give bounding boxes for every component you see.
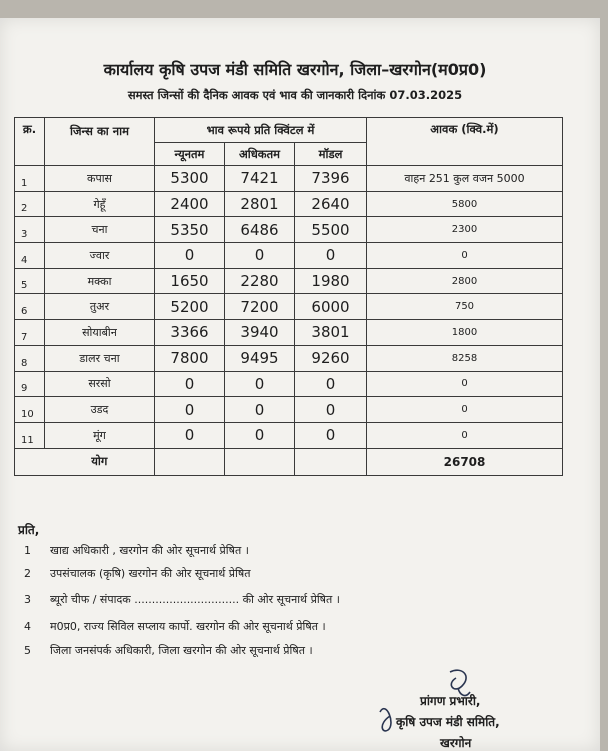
signature-office: कृषि उपज मंडी समिति, (396, 715, 500, 729)
total-label: योग (45, 448, 155, 475)
row-commodity: ज्वार (45, 243, 155, 269)
row-sn: 1 (15, 166, 45, 192)
row-min-price: 0 (155, 422, 225, 448)
distribution-item: 1 खाद्य अधिकारी , खरगोन की ओर सूचनार्थ प्रेषित । (24, 544, 249, 557)
row-sn: 6 (15, 294, 45, 320)
row-model-price: 0 (295, 243, 367, 269)
row-commodity: चना (45, 217, 155, 243)
row-model-price: 3801 (295, 320, 367, 346)
table-row (15, 268, 563, 294)
row-sn: 7 (15, 320, 45, 346)
row-min-price: 1650 (155, 268, 225, 294)
row-arrival: 0 (367, 397, 563, 423)
row-model-price: 0 (295, 422, 367, 448)
distribution-item: 3 ब्यूरो चीफ / संपादक .............................. की ओर सूचनार्थ प्रेषित । (24, 593, 340, 606)
table-row (15, 397, 563, 423)
row-sn: 8 (15, 345, 45, 371)
row-model-price: 5500 (295, 217, 367, 243)
row-commodity: डालर चना (45, 345, 155, 371)
table-row (15, 294, 563, 320)
row-sn: 5 (15, 268, 45, 294)
distribution-item: 5 जिला जनसंपर्क अधिकारी, जिला खरगोन की ओर सूचनार्थ प्रेषित । (24, 644, 313, 657)
row-max-price: 2280 (225, 268, 295, 294)
table-row (15, 371, 563, 397)
row-max-price: 2801 (225, 191, 295, 217)
header-sn: क्र. (15, 118, 45, 166)
row-sn: 11 (15, 422, 45, 448)
header-min: न्यूनतम (155, 143, 225, 166)
row-commodity: गेहूँ (45, 191, 155, 217)
table-row (15, 422, 563, 448)
row-commodity: कपास (45, 166, 155, 192)
row-model-price: 1980 (295, 268, 367, 294)
distribution-item: 4 म0प्र0, राज्य सिविल सप्लाय कार्पो. खरगोन की ओर सूचनार्थ प्रेषित । (24, 620, 326, 633)
header-commodity: जिन्स का नाम (45, 118, 155, 166)
row-commodity: सरसो (45, 371, 155, 397)
row-model-price: 7396 (295, 166, 367, 192)
distribution-heading: प्रति, (18, 523, 40, 537)
table-row (15, 217, 563, 243)
row-min-price: 5350 (155, 217, 225, 243)
row-commodity: सोयाबीन (45, 320, 155, 346)
row-min-price: 3366 (155, 320, 225, 346)
total-row (15, 448, 563, 475)
row-max-price: 7200 (225, 294, 295, 320)
signature-place: खरगोन (440, 736, 472, 750)
row-arrival: 0 (367, 243, 563, 269)
row-max-price: 0 (225, 371, 295, 397)
row-arrival: 0 (367, 371, 563, 397)
row-arrival: 1800 (367, 320, 563, 346)
row-max-price: 7421 (225, 166, 295, 192)
row-arrival: वाहन 251 कुल वजन 5000 (367, 166, 563, 192)
header-max: अधिकतम (225, 143, 295, 166)
row-arrival: 5800 (367, 191, 563, 217)
row-model-price: 0 (295, 371, 367, 397)
row-arrival: 2300 (367, 217, 563, 243)
row-max-price: 6486 (225, 217, 295, 243)
row-sn: 10 (15, 397, 45, 423)
table-row (15, 320, 563, 346)
row-max-price: 3940 (225, 320, 295, 346)
document-title: कार्यालय कृषि उपज मंडी समिति खरगोन, जिला–खरगोन(म0प्र0) (103, 60, 487, 79)
total-value: 26708 (367, 448, 563, 475)
row-sn: 3 (15, 217, 45, 243)
row-commodity: मक्का (45, 268, 155, 294)
row-min-price: 2400 (155, 191, 225, 217)
row-commodity: तुअर (45, 294, 155, 320)
header-model: मॉडल (295, 143, 367, 166)
row-arrival: 8258 (367, 345, 563, 371)
row-max-price: 9495 (225, 345, 295, 371)
row-min-price: 5300 (155, 166, 225, 192)
row-arrival: 2800 (367, 268, 563, 294)
row-arrival: 0 (367, 422, 563, 448)
row-sn: 2 (15, 191, 45, 217)
row-commodity: मूंग (45, 422, 155, 448)
price-arrival-table (14, 117, 563, 476)
row-min-price: 0 (155, 371, 225, 397)
row-min-price: 0 (155, 243, 225, 269)
signature-designation: प्रांगण प्रभारी, (420, 694, 481, 708)
row-arrival: 750 (367, 294, 563, 320)
row-model-price: 6000 (295, 294, 367, 320)
header-price: भाव रूपये प्रति क्विंटल में (155, 118, 367, 143)
row-model-price: 2640 (295, 191, 367, 217)
row-model-price: 9260 (295, 345, 367, 371)
row-sn: 4 (15, 243, 45, 269)
header-arrival: आवक (क्वि.में) (367, 118, 563, 166)
table-row (15, 166, 563, 192)
table-row (15, 243, 563, 269)
row-model-price: 0 (295, 397, 367, 423)
document-subtitle: समस्त जिन्सों की दैनिक आवक एवं भाव की जानकारी दिनांक 07.03.2025 (127, 88, 463, 102)
row-commodity: उडद (45, 397, 155, 423)
row-min-price: 5200 (155, 294, 225, 320)
table-row (15, 191, 563, 217)
row-min-price: 0 (155, 397, 225, 423)
row-min-price: 7800 (155, 345, 225, 371)
row-max-price: 0 (225, 243, 295, 269)
row-max-price: 0 (225, 422, 295, 448)
row-sn: 9 (15, 371, 45, 397)
table-row (15, 345, 563, 371)
distribution-item: 2 उपसंचालक (कृषि) खरगोन की ओर सूचनार्थ प्रेषित (24, 567, 251, 580)
row-max-price: 0 (225, 397, 295, 423)
